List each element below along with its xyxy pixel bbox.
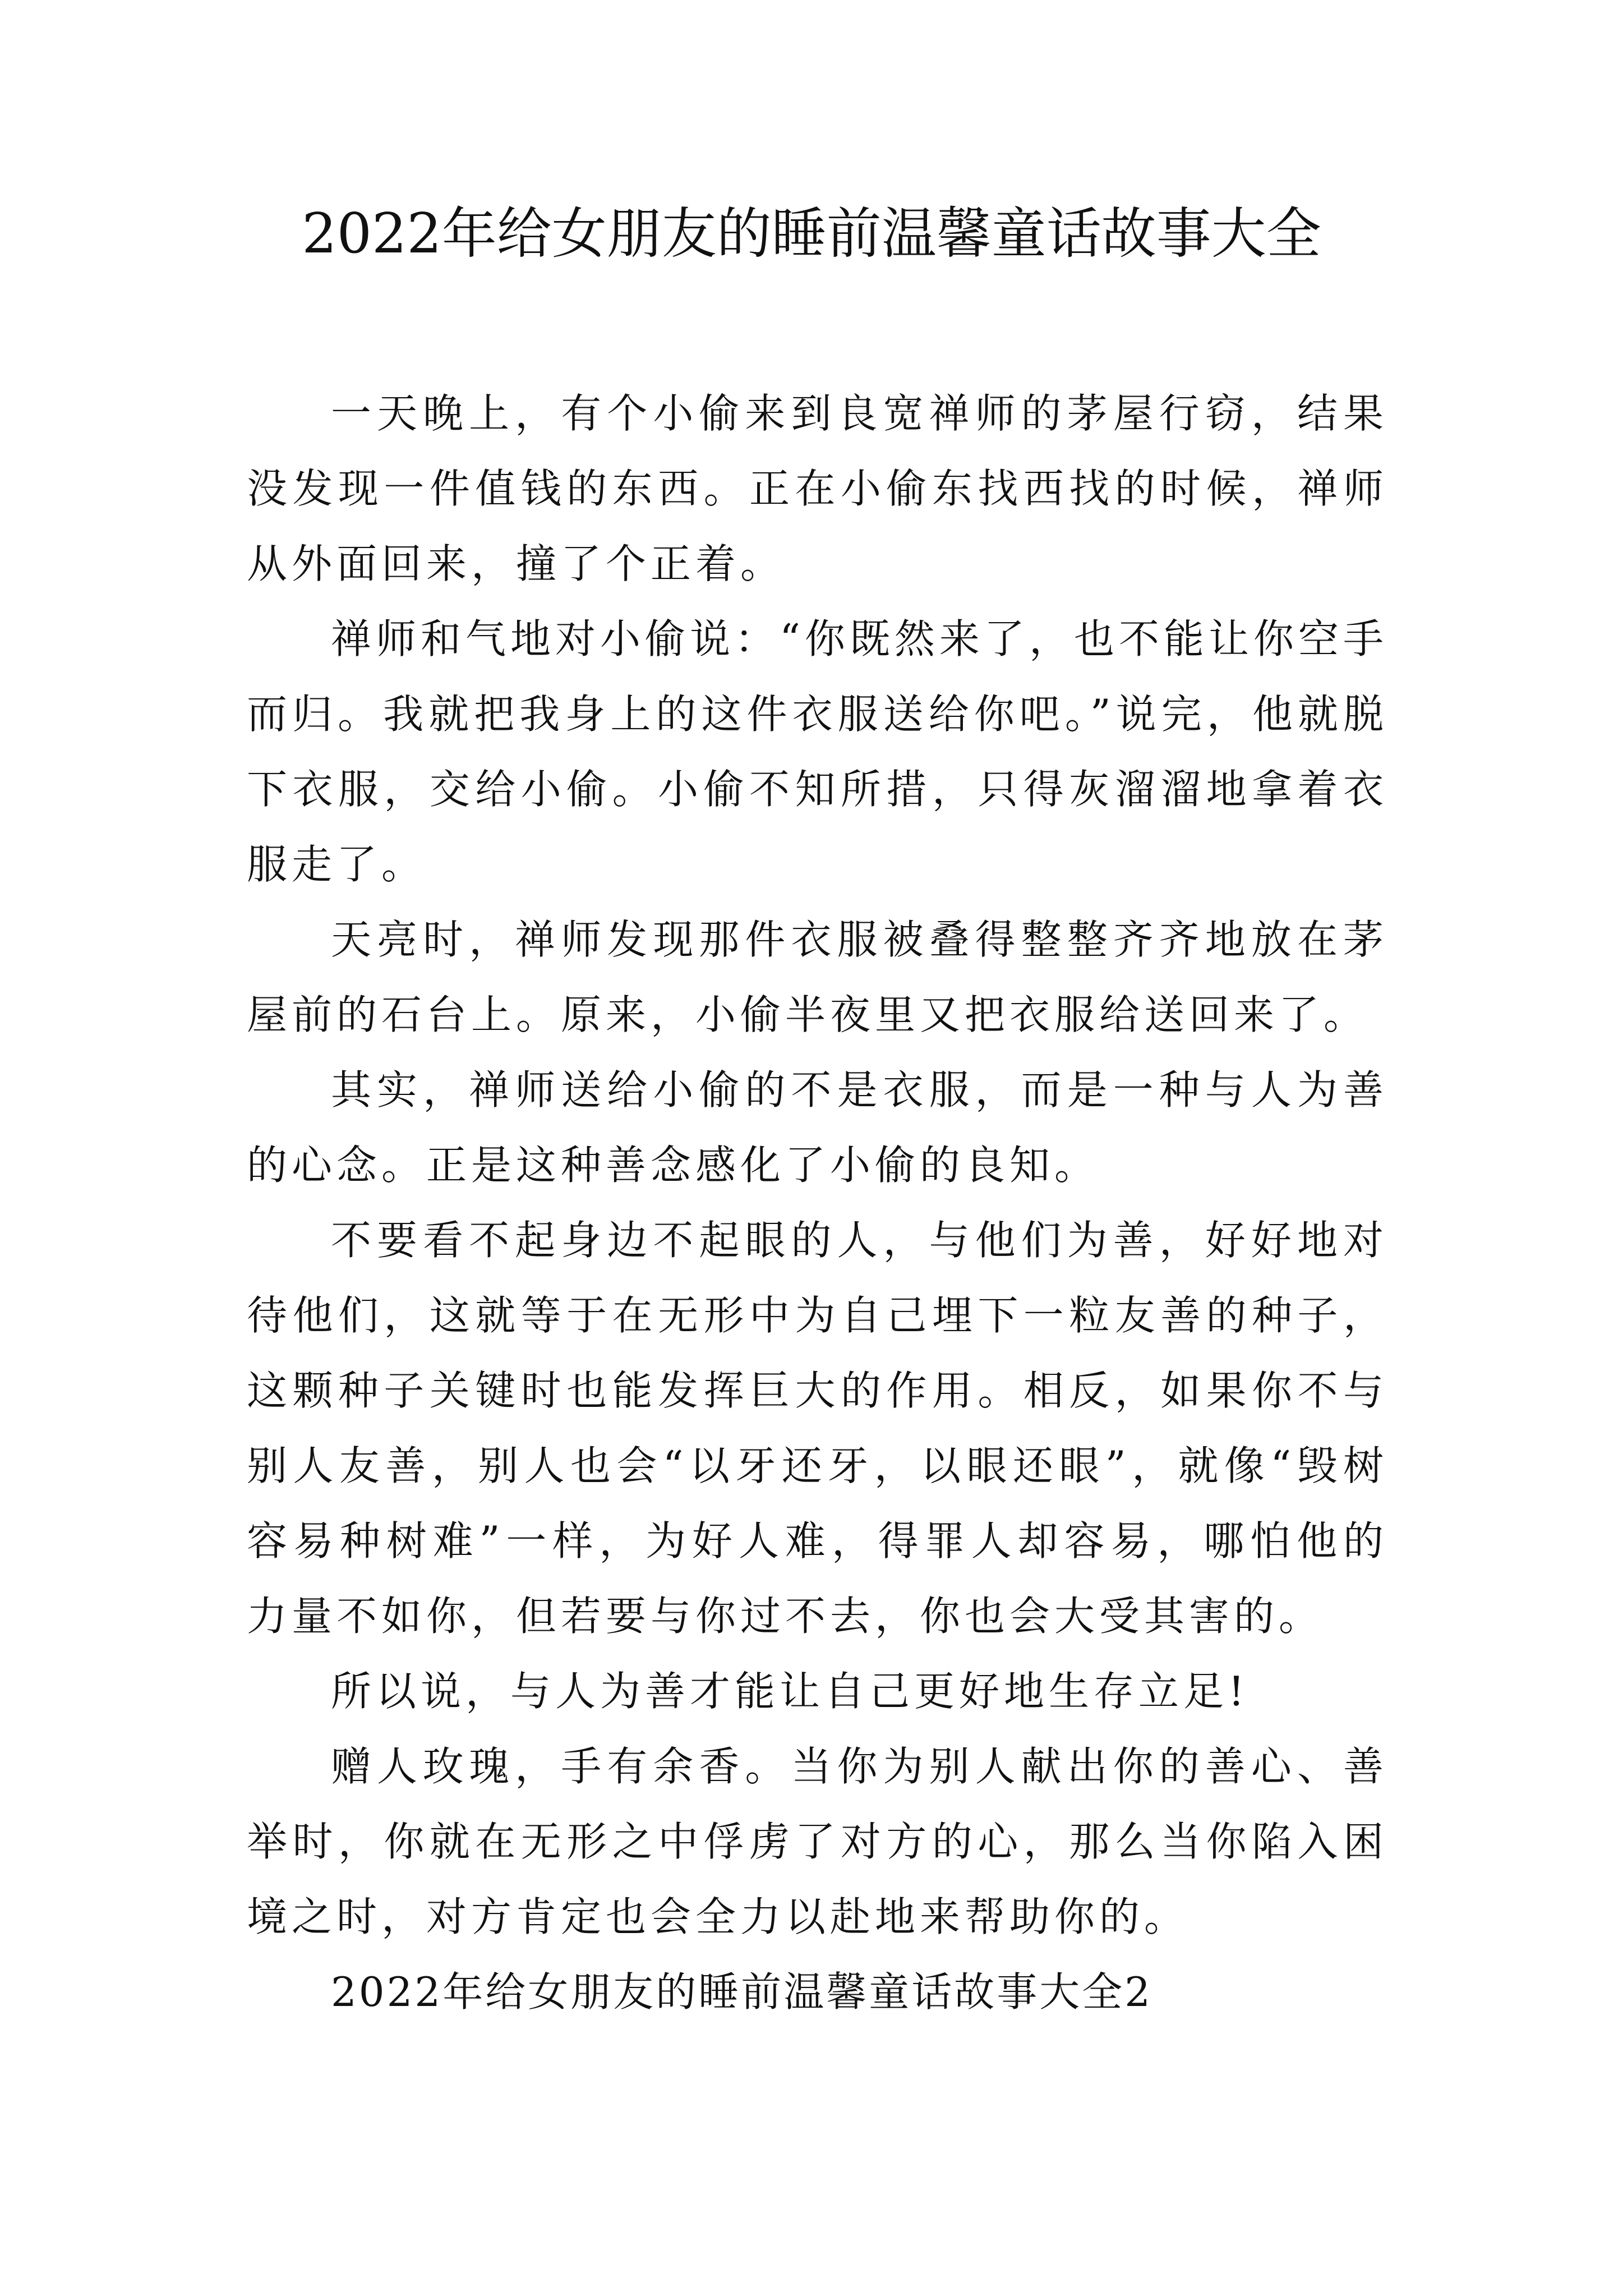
paragraph-4: 其实，禅师送给小偷的不是衣服，而是一种与人为善的心念。正是这种善念感化了小偷的良知。 — [247, 1066, 1388, 1189]
section-heading-2: 2022年给女朋友的睡前温馨童话故事大全2 — [331, 1968, 1153, 2016]
paragraph-7: 赠人玫瑰，手有余香。当你为别人献出你的善心、善举时，你就在无形之中俘虏了对方的心，那么当你陷入困境之时，对方肯定也会全力以赴地来帮助你的。 — [247, 1743, 1388, 1940]
paragraph-2: 禅师和气地对小偷说：“你既然来了，也不能让你空手而归。我就把我身上的这件衣服送给你吧。”说完，他就脱下衣服，交给小偷。小偷不知所措，只得灰溜溜地拿着衣服走了。 — [247, 615, 1388, 888]
document-title: 2022年给女朋友的睡前温馨童话故事大全 — [302, 202, 1321, 266]
paragraph-1: 一天晚上，有个小偷来到良宽禅师的茅屋行窃，结果没发现一件值钱的东西。正在小偷东找西找的时候，禅师从外面回来，撞了个正着。 — [247, 390, 1388, 587]
paragraph-3: 天亮时，禅师发现那件衣服被叠得整整齐齐地放在茅屋前的石台上。原来，小偷半夜里又把衣服给送回来了。 — [247, 916, 1388, 1038]
paragraph-6: 所以说，与人为善才能让自己更好地生存立足! — [331, 1668, 1249, 1715]
document-body — [247, 376, 1388, 2030]
paragraph-5: 不要看不起身边不起眼的人，与他们为善，好好地对待他们，这就等于在无形中为自己埋下一粒友善的种子，这颗种子关键时也能发挥巨大的作用。相反，如果你不与别人友善，别人也会“以牙还牙，以眼还眼”，就像“毁树容易种树难”一样，为好人难，得罪人却容易，哪怕他的力量不如你，但若要与你过不去，你也会大受其害的。 — [247, 1217, 1388, 1640]
